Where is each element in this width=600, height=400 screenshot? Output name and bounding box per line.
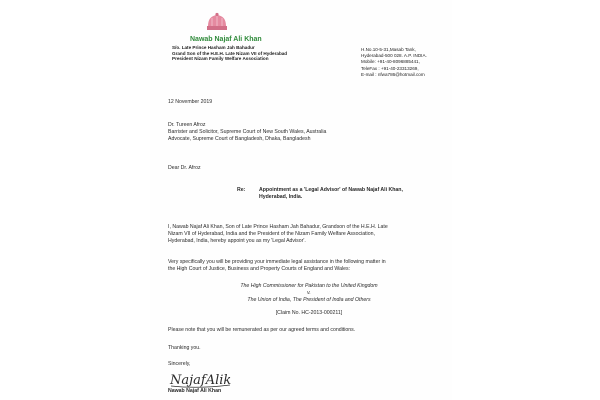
subject-line: Appointment as a 'Legal Advisor' of Nawab Najaf Ali Khan, [259,187,403,193]
letterhead-address [361,47,427,78]
paragraph-matter [168,259,386,273]
closing: Sincerely, [168,361,191,367]
letterhead-details-left [172,45,287,62]
recipient-line: Advocate, Supreme Court of Bangladesh, Dhaka, Bangladesh [168,136,311,142]
crown-icon [205,12,229,34]
salutation: Dear Dr. Afroz [168,165,201,171]
case-line: The Union of India, The President of India and Others [247,297,371,303]
address-line: Mobile: +91-40-8096885441, [361,59,420,65]
letterhead-name: Nawab Najaf Ali Khan [190,36,262,43]
subject-line: Hyderabad, India. [259,194,303,200]
claim-number: [Claim No. HC-2013-000211] [275,310,343,316]
case-line: The High Commissioner for Pakistan to the United Kingdom [240,283,378,289]
letterhead-line: Grand Son of the H.E.H. Late Nizam VII of Hyderabad [172,50,288,56]
letter-date: 12 November 2019 [168,99,213,105]
letterhead-line: S/o. Late Prince Hasham Jah Bahadur [172,45,255,50]
address-line: Hyderabad-500 028. A.P. INDIA. [361,53,427,59]
letterhead-line: President Nizam Family Welfare Association [172,56,269,62]
case-title [168,283,450,304]
address-line: H.No.10-5-31,Masab Tank, [361,47,416,52]
paragraph-appointment [168,224,388,245]
signature [168,368,258,390]
signature-text: NajafAlik [170,373,232,388]
paragraph-line: Hyderabad, India, hereby appoint you as my 'Legal Advisor'. [168,238,306,244]
paragraph-line: Nizam VII of Hyderabad, India and the President of the Nizam Family Welfare Association, [168,231,375,237]
re-label: Re: [237,187,246,193]
paragraph-line: I, Nawab Najaf Ali Khan, Son of Late Prince Hasham Jah Bahadur, Grandson of the H.E.H. Late [168,224,388,230]
signatory-name: Nawab Najaf Ali Khan [168,388,222,394]
case-line: v. [307,290,311,296]
paragraph-line: the High Court of Justice, Business and Property Courts of England and Wales: [168,266,351,272]
subject-block [259,187,403,201]
paragraph-remuneration: Please note that you will be remunerated as per our agreed terms and conditions. [168,327,356,333]
recipient-line: Barrister and Solicitor, Supreme Court of New South Wales, Australia [168,129,327,135]
recipient-line: Dr. Tureen Afroz [168,122,206,128]
address-line: E-mail : nfwa786@hotmail.com [361,71,425,77]
address-line: TeleFax : +91-40-23313269, [361,65,419,71]
paragraph-line: Very specifically you will be providing your immediate legal assistance in the following matter in [168,259,386,265]
recipient-block [168,122,326,143]
thanks-line: Thanking you. [168,345,201,351]
